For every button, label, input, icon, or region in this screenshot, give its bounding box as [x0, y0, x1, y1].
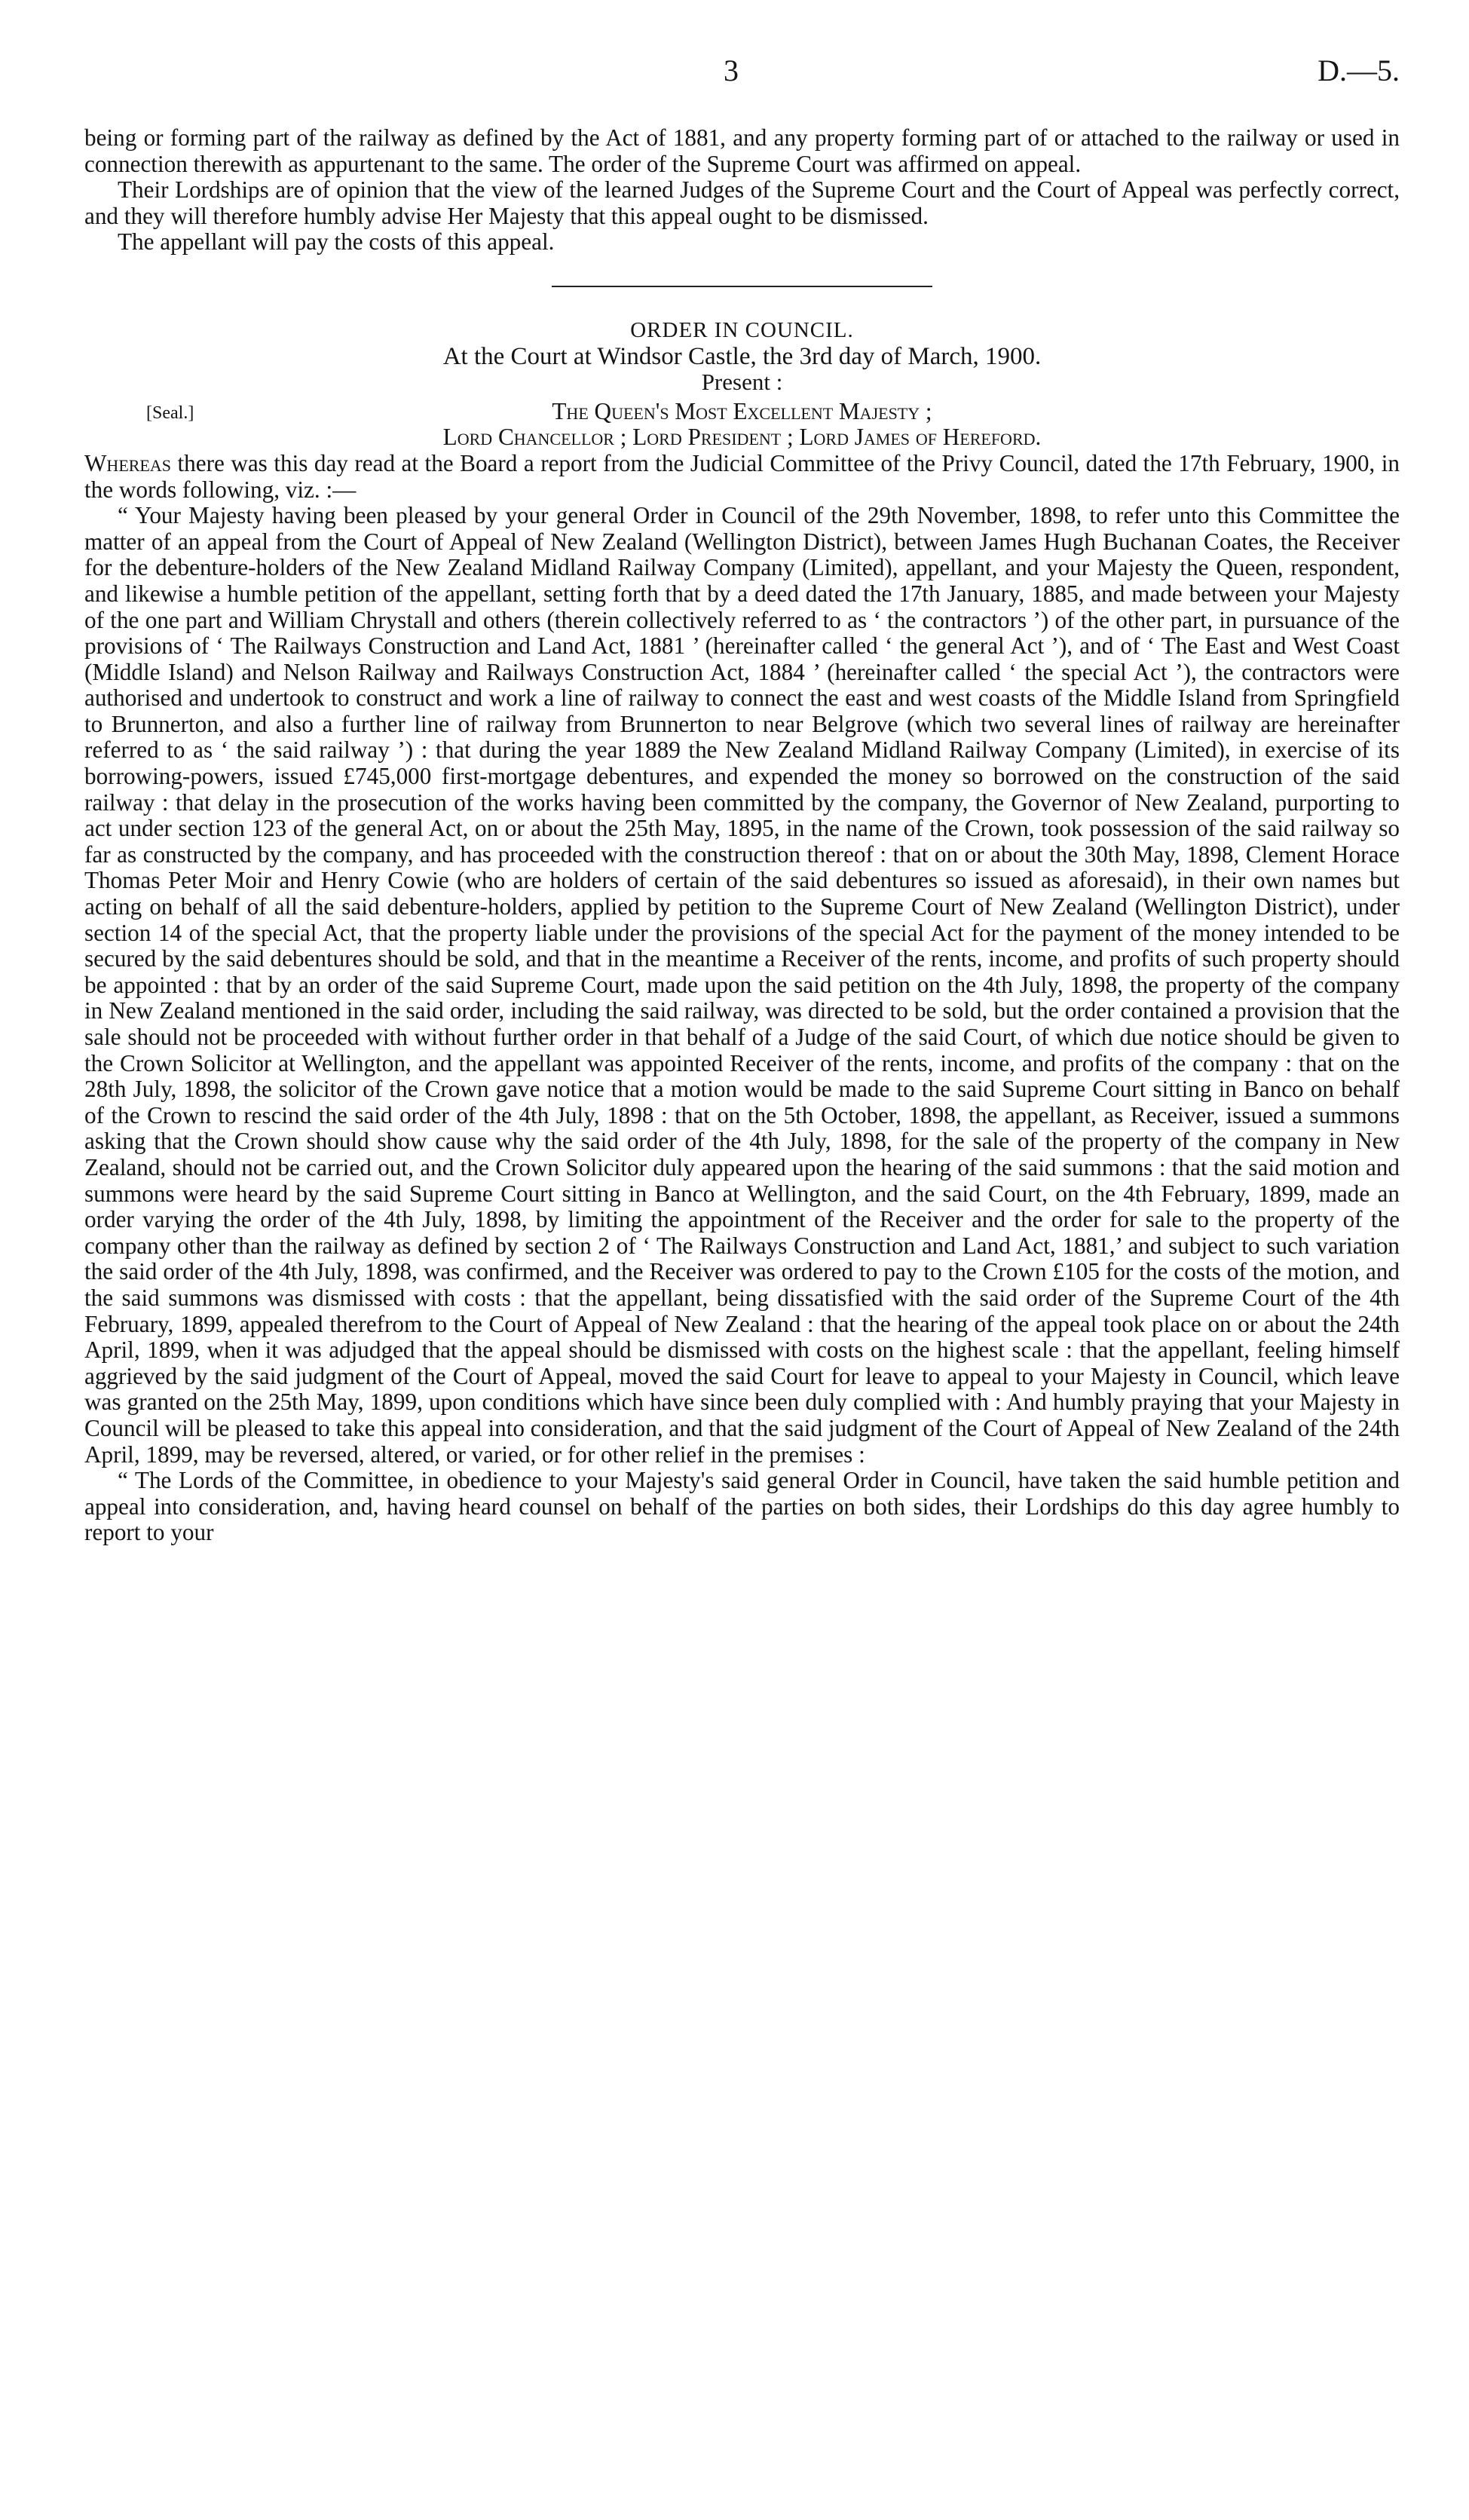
order-title: ORDER IN COUNCIL.: [630, 317, 854, 342]
judgment-paragraph-3: The appellant will pay the costs of this appeal.: [118, 228, 555, 256]
present-queen: The Queen's Most Excellent Majesty ;: [552, 397, 932, 424]
document-reference: D.—5.: [1318, 54, 1400, 87]
page-number: 3: [724, 54, 739, 87]
present-heading: Present :: [701, 369, 783, 396]
final-paragraph: “ The Lords of the Committee, in obedience to your Majesty's said general Order in Council, have taken the said humble petition and appeal into consideration, and, having heard counsel on behalf of the parties on both sides, their Lordships do this day agree humbly to report to your: [84, 1467, 1400, 1546]
whereas-lead: Whereas: [84, 449, 171, 476]
report-paragraph: “ Your Majesty having been pleased by your general Order in Council of the 29th November, 1898, to refer unto this Committee the matter of an appeal from the Court of Appeal of New Zealand (Wellington District), between James Hugh Buchanan Coates, the Receiver for the debenture-holders of the New Zealand Midland Railway Company (Limited), appellant, and your Majesty the Queen, respondent, and likewise a humble petition of the appellant, setting forth that by a deed dated the 17th January, 1885, and made between your Majesty of the one part and William Chrystall and others (therein collectively referred to as ‘ the contractors ’) of the other part, in pursuance of the provisions of ‘ The Railways Construction and Land Act, 1881 ’ (hereinafter called ‘ the general Act ’), and of ‘ The East and West Coast (Middle Island) and Nelson Railway and Railways Construction Act, 1884 ’ (hereinafter called ‘ the special Act ’), the contractors were authorised and undertook to construct and work a line of railway to connect the east and west coasts of the Middle Island from Springfield to Brunnerton, and also a further line of railway from Brunnerton to near Belgrove (which two several lines of railway are hereinafter referred to as ‘ the said railway ’) : that during the year 1889 the New Zealand Midland Railway Company (Limited), in exercise of its borrowing-powers, issued £745,000 first-mortgage debentures, and expended the money so borrowed on the construction of the said railway : that delay in the prosecution of the works having been committed by the company, the Governor of New Zealand, purporting to act under section 123 of the general Act, on or about the 25th May, 1895, in the name of the Crown, took possession of the said railway so far as constructed by the company, and has proceeded with the construction thereof : that on or about the 30th May, 1898, Clement Horace Thomas Peter Moir and Henry Cowie (who are holders of certain of the said debentures so issued as aforesaid), in their own names but acting on behalf of all the said debenture-holders, applied by petition to the Supreme Court of New Zealand (Wellington District), under section 14 of the special Act, that the property liable under the provisions of the special Act for the payment of the money intended to be secured by the said debentures should be sold, and that in the meantime a Receiver of the rents, income, and profits of such property should be appointed : that by an order of the said Supreme Court, made upon the said petition on the 4th July, 1898, the property of the company in New Zealand mentioned in the said order, including the said railway, was directed to be sold, but the order contained a provision that the sale should not be proceeded with without further order in that behalf of a Judge of the said Court, of which due notice should be given to the Crown Solicitor at Wellington, and the appellant was appointed Receiver of the rents, income, and profits of the company : that on the 28th July, 1898, the solicitor of the Crown gave notice that a motion would be made to the said Supreme Court sitting in Banco on behalf of the Crown to rescind the said order of the 4th July, 1898 : that on the 5th October, 1898, the appellant, as Receiver, issued a summons asking that the Crown should show cause why the said order of the 4th July, 1898, for the sale of the property of the company in New Zealand, should not be carried out, and the Crown Solicitor duly appeared upon the hearing of the said summons : that the said motion and summons were heard by the said Supreme Court sitting in Banco at Wellington, and the said Court, on the 4th February, 1899, made an order varying the order of the 4th July, 1898, by limiting the appointment of the Receiver and the order for sale to the property of the company other than the railway as defined by section 2 of ‘ The Railways Construction and Land Act, 1881,’ and subject to such variation the said order of the 4th July, 1898, was confirmed, and the Receiver was ordered to pay to the Crown £105 for the costs of the motion, and the said summons was dismissed with costs : that the appellant, being dissatisfied with the said order of the Supreme Court of the 4th February, 1899, appealed therefrom to the Court of Appeal of New Zealand : that the hearing of the appeal took place on or about the 24th April, 1899, when it was adjudged that the appeal should be dismissed with costs on the highest scale : that the appellant, feeling himself aggrieved by the said judgment of the Court of Appeal, moved the said Court for leave to appeal to your Majesty in Council, which leave was granted on the 25th May, 1899, upon conditions which have since been duly complied with : And humbly praying that your Majesty in Council will be pleased to take this appeal into consideration, and that the said judgment of the Court of Appeal of New Zealand of the 24th April, 1899, may be reversed, altered, or varied, or for other relief in the premises :: [84, 502, 1400, 1468]
whereas-paragraph: [84, 451, 1400, 503]
present-lords: Lord Chancellor ; Lord President ; Lord James of Hereford.: [442, 424, 1042, 451]
seal-label: [Seal.]: [146, 403, 194, 423]
judgment-paragraph-1: being or forming part of the railway as defined by the Act of 1881, and any property forming part of or attached to the railway or used in connection therewith as appurtenant to the same. The order of the Supreme Court was affirmed on appeal.: [84, 124, 1400, 177]
judgment-paragraph-2: Their Lordships are of opinion that the view of the learned Judges of the Supreme Court and the Court of Appeal was perfectly correct, and they will therefore humbly advise Her Majesty that this appeal ought to be dismissed.: [84, 176, 1400, 229]
section-divider: [552, 286, 932, 287]
present-queen-row: [84, 399, 1400, 425]
page-header: [0, 53, 1469, 98]
page-body: [84, 125, 1400, 1546]
whereas-text: there was this day read at the Board a report from the Judicial Committee of the Privy Council, dated the 17th February, 1900, in the words following, viz. :—: [84, 449, 1400, 503]
court-location-date: At the Court at Windsor Castle, the 3rd day of March, 1900.: [442, 342, 1042, 370]
